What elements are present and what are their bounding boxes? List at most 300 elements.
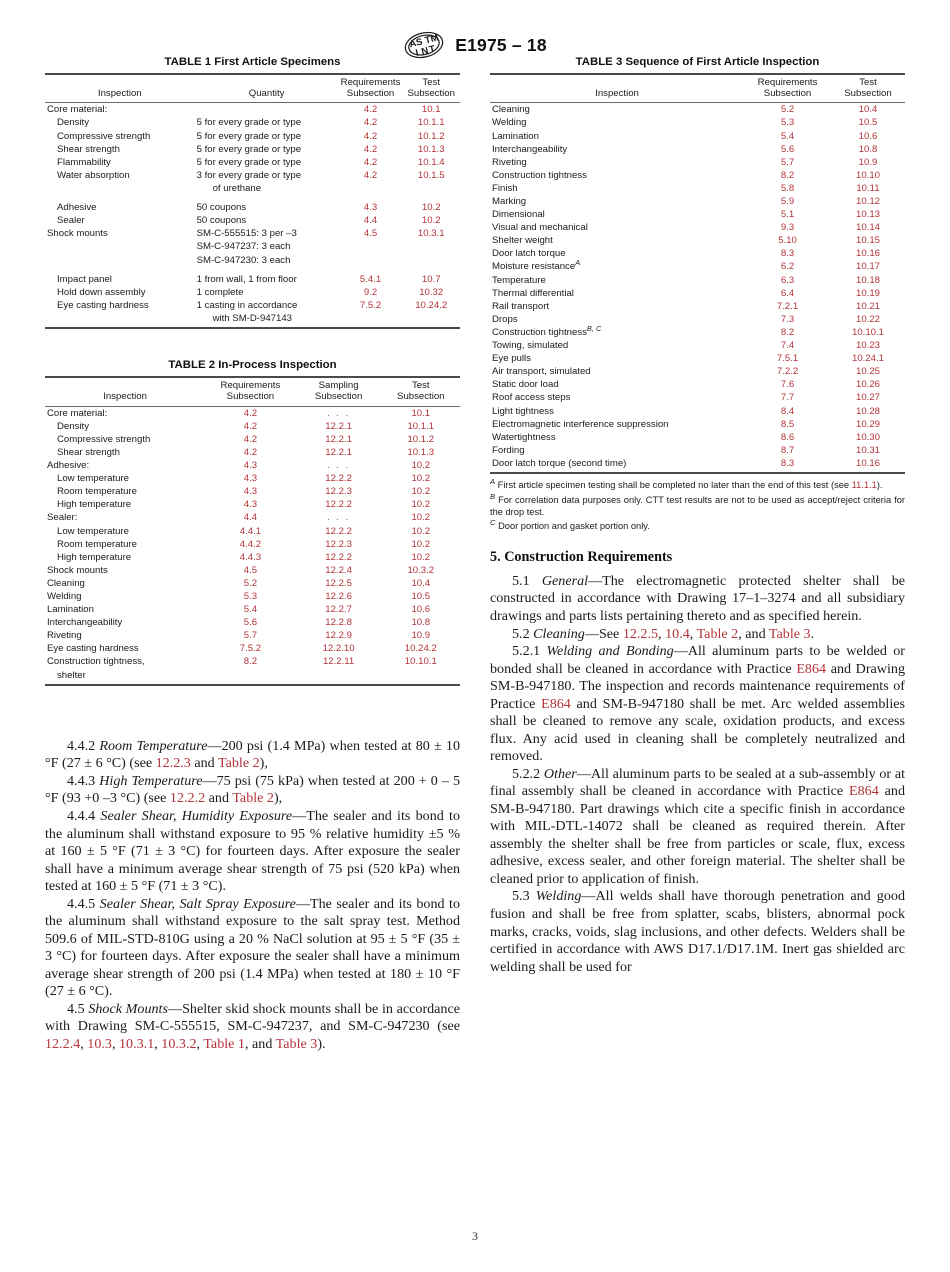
table-row: [45, 446, 460, 459]
table-3-cell-inspection: Interchangeability: [492, 143, 568, 155]
table-2-cell-requirements: 4.3: [243, 499, 258, 511]
cross-ref-table3[interactable]: Table 3: [275, 1035, 318, 1052]
table-row: [490, 130, 905, 143]
table-1-cell-inspection: Adhesive: [57, 202, 97, 214]
table-3-cell-inspection: Door latch torque (second time): [492, 457, 627, 469]
para-title: General: [541, 572, 589, 589]
table-row: [45, 577, 460, 590]
page-number: 3: [472, 1229, 478, 1243]
table-3-cell-test: 10.16: [855, 248, 880, 260]
table-2-cell-test: 10.2: [411, 551, 431, 563]
para-title: Cleaning: [533, 625, 585, 642]
table-2-cell-test: 10.24.2: [404, 643, 437, 655]
cross-ref[interactable]: 10.3.2: [161, 1035, 197, 1052]
left-body-text: [45, 738, 460, 1054]
table-2-cell-test: 10.1.1: [407, 420, 435, 432]
table-row: [490, 365, 905, 378]
table-2-cell-inspection: Density: [57, 420, 89, 432]
table-3-cell-test: 10.23: [855, 340, 880, 352]
table-3-cell-requirements: 5.3: [780, 117, 795, 129]
table-1-header-quantity: Quantity: [195, 74, 339, 103]
table-3-cell-test: 10.8: [858, 143, 878, 155]
table-3-cell-inspection: Air transport, simulated: [492, 366, 591, 378]
footnote-mark: B: [490, 491, 496, 501]
footnote-ref[interactable]: B, C: [586, 323, 602, 333]
right-body-text: [490, 549, 905, 976]
table-row: [45, 182, 460, 195]
cross-ref[interactable]: 12.2.5: [622, 625, 659, 642]
table-2-cell-sampling: 12.2.11: [322, 656, 355, 668]
table-row: [490, 313, 905, 326]
para-title: Sealer Shear, Humidity Exposure: [100, 807, 293, 824]
cross-ref[interactable]: 12.2.3: [155, 755, 191, 772]
table-2-header-requirements: Requirements Subsection: [205, 377, 295, 406]
table-1-cell-quantity: 1 from wall, 1 from floor: [196, 273, 297, 285]
table-1-cell-requirements: 9.2: [363, 286, 378, 298]
table-1-cell-requirements: 4.2: [363, 104, 378, 116]
table-row: [45, 538, 460, 551]
table-row: [45, 472, 460, 485]
table-1-cell-requirements: 4.2: [363, 156, 378, 168]
table-2-cell-requirements: 4.4.2: [239, 538, 262, 550]
table-row: [45, 299, 460, 312]
table-2-cell-inspection: Room temperature: [57, 486, 137, 498]
table-2-header-sampling: Sampling Subsection: [296, 377, 382, 406]
table-1-cell-quantity: SM-C-947237: 3 each: [196, 241, 291, 253]
table-1-caption: TABLE 1 First Article Specimens: [164, 56, 341, 68]
table-1-cell-requirements: [339, 254, 403, 267]
table-row: [45, 143, 460, 156]
table-2-cell-requirements: [205, 669, 295, 685]
table-row: [490, 234, 905, 247]
table-1-cell-quantity: [195, 103, 339, 117]
table-1-header-inspection: Inspection: [45, 74, 195, 103]
cross-ref-table2[interactable]: Table 2: [696, 625, 739, 642]
table-1-cell-inspection: [45, 182, 195, 195]
table-1-cell-inspection: Flammability: [57, 156, 111, 168]
table-row: [490, 103, 905, 117]
paragraph-5-2: 5.2 Cleaning—See 12.2.5, 10.4, Table 2, and Table 3.: [512, 625, 815, 642]
footnote: $^A$ First article specimen testing shall be completed no later than the end of this test (see 11.1.1).: [490, 477, 883, 491]
table-3-cell-inspection: Welding: [492, 117, 527, 129]
table-3-cell-requirements: 7.6: [780, 379, 795, 391]
table-row: [490, 117, 905, 130]
table-3-cell-inspection: Eye pulls: [492, 353, 531, 365]
table-2-cell-requirements: 7.5.2: [239, 643, 262, 655]
cross-ref[interactable]: 10.4: [665, 625, 690, 642]
table-row: [490, 287, 905, 300]
para-number: 4.4.3: [67, 772, 96, 789]
table-2-cell-test: 10.6: [411, 604, 431, 616]
table-2-cell-inspection: Adhesive:: [47, 460, 90, 472]
table-2-header-inspection: Inspection: [45, 377, 205, 406]
table-1-cell-requirements: 4.2: [363, 117, 378, 129]
table-3-cell-requirements: 5.4: [780, 130, 795, 142]
table-3-cell-inspection: Thermal differential: [492, 287, 574, 299]
table-1-cell-requirements: 5.4.1: [359, 273, 382, 285]
table-3-header-test: Test Subsection: [831, 74, 905, 103]
table-2-cell-sampling: 12.2.2: [325, 525, 352, 537]
table-1: [45, 73, 460, 329]
table-3-cell-requirements: 6.2: [780, 261, 795, 273]
table-2-cell-test: 10.9: [411, 630, 431, 642]
table-row: [45, 254, 460, 267]
table-1-cell-test: [402, 182, 460, 195]
table-3-cell-requirements: 8.3: [780, 457, 795, 469]
table-3-cell-requirements: 8.2: [780, 326, 795, 338]
table-2-cell-inspection: shelter: [57, 669, 86, 681]
table-2-cell-sampling: . . .: [326, 512, 351, 524]
table-3-cell-test: 10.6: [858, 130, 878, 142]
table-3-cell-inspection: Construction tightness$^{B, C}$: [492, 323, 602, 338]
table-2-cell-test: 10.2: [411, 473, 431, 485]
table-1-cell-test: 10.1.4: [417, 156, 445, 168]
table-3-cell-inspection: Rail transport: [492, 300, 550, 312]
table-3-cell-requirements: 8.2: [780, 169, 795, 181]
table-1-cell-requirements: 4.2: [363, 169, 378, 181]
table-3-block: [490, 56, 905, 533]
para-number: 4.4.5: [67, 895, 96, 912]
cross-ref-table2[interactable]: Table 2: [232, 790, 274, 807]
table-2-cell-requirements: 5.4: [243, 604, 258, 616]
table-3-cell-requirements: 8.4: [780, 405, 795, 417]
table-3-cell-requirements: 9.3: [780, 222, 795, 234]
table-2-cell-sampling: 12.2.6: [325, 590, 352, 602]
table-row: [490, 326, 905, 339]
table-3-cell-requirements: 5.2: [780, 104, 795, 116]
table-3-cell-requirements: 8.5: [780, 418, 795, 430]
paragraph-5-2-2: 5.2.2 Other—All aluminum parts to be sealed at a sub-assembly or at final assembly shall be cleaned in accordance with Practice E864 and SM-B-947180. Part drawings which cite a specific finish in accordance with MIL-DTL-14072 shall be cleaned as required therein. After assembly the shelter shall be free from particles or scale, flux, excess adhesive, excess sealer, and other foreign material. The shelter shall be cleaned prior to application of finish.: [490, 765, 906, 887]
table-3-cell-test: 10.31: [855, 444, 880, 456]
table-1-cell-test: 10.1.2: [417, 130, 445, 142]
table-row: [45, 103, 460, 117]
table-2-cell-requirements: 4.2: [243, 433, 258, 445]
table-3-cell-requirements: 7.4: [780, 340, 795, 352]
table-1-cell-test: 10.1.1: [417, 117, 445, 129]
cross-ref-table1[interactable]: Table 1: [203, 1035, 245, 1052]
table-1-cell-test: 10.1.5: [417, 169, 445, 181]
table-1-cell-quantity: of urethane: [212, 182, 262, 194]
table-3-cell-inspection: Electromagnetic interference suppression: [492, 418, 669, 430]
table-3-cell-requirements: 5.10: [778, 235, 797, 247]
paragraph-5-2-1: 5.2.1 Welding and Bonding—All aluminum parts to be welded or bonded shall be cleaned in accordance with Practice E864 and Drawing SM-B-947180. The inspection and records maintenance requirements of Practice E864 and SM-B-947180 shall be met. Arc welded assemblies shall be cleaned to remove any scale, oxidation products, and excess flux. Any acid used in cleaning shall be completely neutralized and removed.: [490, 643, 906, 765]
table-row: [490, 248, 905, 261]
para-number: 4.4.2: [67, 737, 96, 754]
table-row: [45, 512, 460, 525]
table-3-cell-requirements: 5.8: [780, 182, 795, 194]
cross-ref-e864[interactable]: E864: [849, 783, 879, 800]
para-number: 4.5: [67, 1000, 85, 1017]
table-2-cell-inspection: Shock mounts: [47, 564, 108, 576]
table-row: [490, 352, 905, 365]
table-2-cell-inspection: Lamination: [47, 604, 94, 616]
left-column: [45, 56, 460, 1053]
para-title: High Temperature: [99, 772, 203, 789]
footnote-ref[interactable]: A: [575, 258, 581, 268]
table-1-cell-quantity: 5 for every grade or type: [196, 156, 302, 168]
footnote-mark: C: [490, 518, 496, 528]
table-row: [45, 629, 460, 642]
para-title: Other: [543, 765, 577, 782]
table-2-cell-requirements: 4.2: [243, 407, 258, 419]
table-row: [490, 143, 905, 156]
table-3-cell-test: 10.25: [855, 366, 880, 378]
table-row: [490, 208, 905, 221]
table-2-cell-sampling: 12.2.1: [325, 446, 352, 458]
table-row: [45, 156, 460, 169]
table-3: [490, 73, 905, 474]
table-3-cell-test: 10.10.1: [851, 326, 884, 338]
table-3-cell-test: 10.17: [855, 261, 880, 273]
table-3-cell-requirements: 6.4: [780, 287, 795, 299]
table-3-cell-requirements: 6.3: [780, 274, 795, 286]
table-1-cell-quantity: 50 coupons: [196, 202, 247, 214]
table-row: [45, 433, 460, 446]
cross-ref[interactable]: 12.2.4: [45, 1035, 81, 1052]
table-3-cell-test: 10.11: [856, 182, 880, 194]
table-3-cell-inspection: Finish: [492, 182, 518, 194]
table-2-cell-requirements: 4.3: [243, 473, 258, 485]
table-row: [45, 312, 460, 328]
table-3-header-inspection: Inspection: [490, 74, 744, 103]
table-3-cell-requirements: 7.7: [780, 392, 795, 404]
table-3-cell-requirements: 8.3: [780, 248, 795, 260]
table-3-cell-test: 10.29: [855, 418, 880, 430]
table-row: [490, 405, 905, 418]
table-2-cell-test: 10.3.2: [407, 564, 435, 576]
table-row: [45, 169, 460, 182]
table-2-cell-sampling: 12.2.1: [325, 433, 352, 445]
cross-ref-e864[interactable]: E864: [796, 660, 827, 677]
table-2-cell-inspection: Room temperature: [57, 538, 137, 550]
table-2-cell-sampling: 12.2.9: [325, 630, 352, 642]
table-2-cell-test: 10.8: [411, 617, 431, 629]
table-2-cell-inspection: Construction tightness,: [47, 656, 145, 668]
table-3-cell-requirements: 8.7: [780, 444, 795, 456]
table-1-header-requirements: Requirements Subsection: [339, 74, 403, 103]
table-3-cell-test: 10.14: [855, 222, 880, 234]
table-1-cell-inspection: [45, 241, 195, 254]
table-2-cell-test: 10.2: [411, 538, 431, 550]
table-3-cell-test: 10.30: [855, 431, 880, 443]
table-2-cell-requirements: 4.4.3: [239, 551, 262, 563]
table-2-cell-test: 10.2: [411, 512, 431, 524]
table-1-cell-quantity: 5 for every grade or type: [196, 117, 302, 129]
table-3-cell-inspection: Watertightness: [492, 431, 556, 443]
table-1-cell-inspection: Shear strength: [57, 143, 120, 155]
svg-text:N: N: [420, 45, 430, 58]
table-3-cell-inspection: Lamination: [492, 130, 539, 142]
table-row: [45, 286, 460, 299]
table-2-cell-test: 10.10.1: [404, 656, 437, 668]
table-2-cell-inspection: Low temperature: [57, 473, 129, 485]
table-row: [490, 339, 905, 352]
table-2-cell-requirements: 5.2: [243, 577, 258, 589]
table-1-cell-inspection: Core material:: [47, 104, 108, 116]
table-3-cell-inspection: Construction tightness: [492, 169, 587, 181]
table-3-cell-inspection: Roof access steps: [492, 392, 571, 404]
table-3-cell-inspection: Towing, simulated: [492, 340, 569, 352]
table-3-cell-inspection: Fording: [492, 444, 525, 456]
table-2-cell-requirements: 4.3: [243, 460, 258, 472]
table-3-cell-test: 10.18: [855, 274, 880, 286]
table-3-cell-inspection: Drops: [492, 313, 518, 325]
table-3-cell-test: 10.19: [855, 287, 880, 299]
table-3-cell-test: 10.28: [855, 405, 880, 417]
table-2-cell-sampling: 12.2.7: [325, 604, 352, 616]
table-3-footnotes: [490, 477, 905, 533]
table-row: [490, 444, 905, 457]
table-3-cell-requirements: 7.5.1: [776, 353, 799, 365]
cross-ref[interactable]: 12.2.2: [169, 790, 206, 807]
right-column: [490, 56, 905, 1053]
para-number: 4.4.4: [67, 807, 96, 824]
table-2-cell-sampling: 12.2.2: [325, 499, 352, 511]
table-2-cell-inspection: Welding: [47, 590, 82, 602]
table-1-cell-requirements: 4.3: [363, 202, 378, 214]
table-2-cell-inspection: Compressive strength: [57, 433, 151, 445]
table-1-cell-inspection: [45, 312, 195, 328]
table-2-cell-sampling: . . .: [326, 407, 351, 419]
table-1-cell-quantity: 50 coupons: [196, 215, 247, 227]
table-3-cell-inspection: Visual and mechanical: [492, 222, 588, 234]
table-3-cell-requirements: 5.6: [780, 143, 795, 155]
table-3-cell-requirements: 7.2.1: [776, 300, 799, 312]
table-3-cell-test: 10.10: [855, 169, 880, 181]
table-1-cell-test: 10.24.2: [415, 299, 448, 311]
table-3-cell-requirements: 5.9: [780, 196, 795, 208]
table-1-cell-quantity: 3 for every grade or type: [196, 169, 302, 181]
table-row: [490, 195, 905, 208]
table-1-cell-requirements: [339, 182, 403, 195]
table-3-cell-test: 10.27: [855, 392, 880, 404]
table-2-cell-test: 10.1: [411, 407, 431, 419]
table-2-cell-inspection: Sealer:: [47, 512, 78, 524]
table-row: [45, 420, 460, 433]
table-1-cell-test: 10.2: [421, 202, 441, 214]
table-2-cell-sampling: [296, 669, 382, 685]
footnote: $^B$ For correlation data purposes only. CTT test results are not to be used as accept/reject criteria for the drop test.: [490, 491, 905, 518]
table-1-cell-requirements: 4.2: [363, 130, 378, 142]
para-title: Shock Mounts: [88, 1000, 168, 1017]
table-1-cell-requirements: 4.5: [363, 228, 378, 240]
table-row: [45, 590, 460, 603]
table-row: [45, 130, 460, 143]
table-1-cell-test: 10.1.3: [417, 143, 445, 155]
cross-ref-table2[interactable]: Table 2: [218, 755, 260, 772]
table-3-cell-inspection: Shelter weight: [492, 235, 553, 247]
cross-ref[interactable]: 10.3: [87, 1035, 112, 1052]
table-3-cell-inspection: Marking: [492, 196, 527, 208]
table-3-caption: TABLE 3 Sequence of First Article Inspection: [575, 56, 820, 68]
table-3-cell-inspection: Cleaning: [492, 104, 530, 116]
table-1-cell-requirements: [339, 312, 403, 328]
table-3-cell-test: 10.9: [858, 156, 878, 168]
table-1-cell-quantity: 1 complete: [196, 286, 244, 298]
cross-ref[interactable]: 11.1.1: [851, 480, 877, 491]
table-1-header-test: Test Subsection: [402, 74, 460, 103]
table-row: [45, 406, 460, 420]
para-number: 5.2: [512, 625, 530, 642]
table-2-cell-inspection: Core material:: [47, 407, 108, 419]
table-row: [45, 195, 460, 214]
table-2-header-test: Test Subsection: [382, 377, 460, 406]
para-number: 5.2.1: [512, 643, 541, 660]
table-1-cell-test: 10.3.1: [417, 228, 445, 240]
table-2: [45, 376, 460, 686]
table-3-cell-requirements: 5.7: [780, 156, 795, 168]
table-row: [490, 221, 905, 234]
svg-text:TM: TM: [423, 32, 440, 47]
table-1-cell-inspection: Eye casting hardness: [57, 299, 149, 311]
table-2-block: [45, 359, 460, 686]
cross-ref[interactable]: 10.3.1: [119, 1035, 155, 1052]
table-2-cell-sampling: 12.2.2: [325, 551, 352, 563]
table-row: [45, 642, 460, 655]
table-row: [45, 227, 460, 240]
table-1-cell-inspection: Shock mounts: [47, 228, 108, 240]
table-row: [45, 669, 460, 685]
table-2-cell-test: 10.2: [411, 460, 431, 472]
table-2-cell-sampling: 12.2.10: [322, 643, 355, 655]
table-3-header-requirements: Requirements Subsection: [744, 74, 831, 103]
table-3-cell-test: 10.13: [855, 209, 880, 221]
table-3-cell-test: 10.16: [855, 457, 880, 469]
svg-text:AS: AS: [408, 36, 424, 51]
table-row: [490, 392, 905, 405]
table-row: [45, 267, 460, 286]
table-3-cell-inspection: Light tightness: [492, 405, 554, 417]
table-3-cell-inspection: Dimensional: [492, 209, 545, 221]
table-2-cell-requirements: 4.4: [243, 512, 258, 524]
section-heading-5: 5. Construction Requirements: [490, 548, 673, 565]
table-1-cell-quantity: 5 for every grade or type: [196, 143, 302, 155]
table-1-cell-inspection: Compressive strength: [57, 130, 151, 142]
table-row: [45, 656, 460, 669]
table-1-cell-test: [402, 254, 460, 267]
svg-text:T: T: [428, 43, 437, 56]
cross-ref-e864[interactable]: E864: [541, 695, 571, 712]
table-row: [45, 525, 460, 538]
table-1-cell-test: [402, 241, 460, 254]
table-3-cell-inspection: Riveting: [492, 156, 527, 168]
table-2-body: [45, 406, 460, 685]
table-2-cell-inspection: Low temperature: [57, 525, 129, 537]
table-2-cell-requirements: 5.3: [243, 590, 258, 602]
table-1-cell-test: 10.7: [421, 273, 441, 285]
table-2-cell-requirements: 5.7: [243, 630, 258, 642]
paragraph-4-4-3: 4.4.3 High Temperature—75 psi (75 kPa) when tested at 200 + 0 – 5 °F (93 +0 –3 °C) (see 12.2.2 and Table 2),: [45, 772, 460, 807]
table-2-cell-inspection: High temperature: [57, 551, 132, 563]
table-1-cell-inspection: Sealer: [57, 215, 85, 227]
table-1-body: [45, 103, 460, 328]
table-2-cell-requirements: 5.6: [243, 617, 258, 629]
table-2-cell-requirements: 8.2: [243, 656, 258, 668]
table-row: [45, 564, 460, 577]
table-3-cell-requirements: 5.1: [780, 209, 795, 221]
two-column-body: [0, 56, 950, 1053]
table-1-block: [45, 56, 460, 329]
table-3-body: [490, 103, 905, 473]
footnote: $^C$ Door portion and gasket portion only.: [490, 518, 650, 532]
table-row: [490, 378, 905, 391]
table-3-cell-test: 10.26: [855, 379, 880, 391]
table-2-cell-sampling: 12.2.8: [325, 617, 352, 629]
table-3-cell-test: 10.22: [855, 313, 880, 325]
table-row: [490, 418, 905, 431]
table-2-cell-test: [382, 669, 460, 685]
cross-ref-table3[interactable]: Table 3: [768, 625, 811, 642]
